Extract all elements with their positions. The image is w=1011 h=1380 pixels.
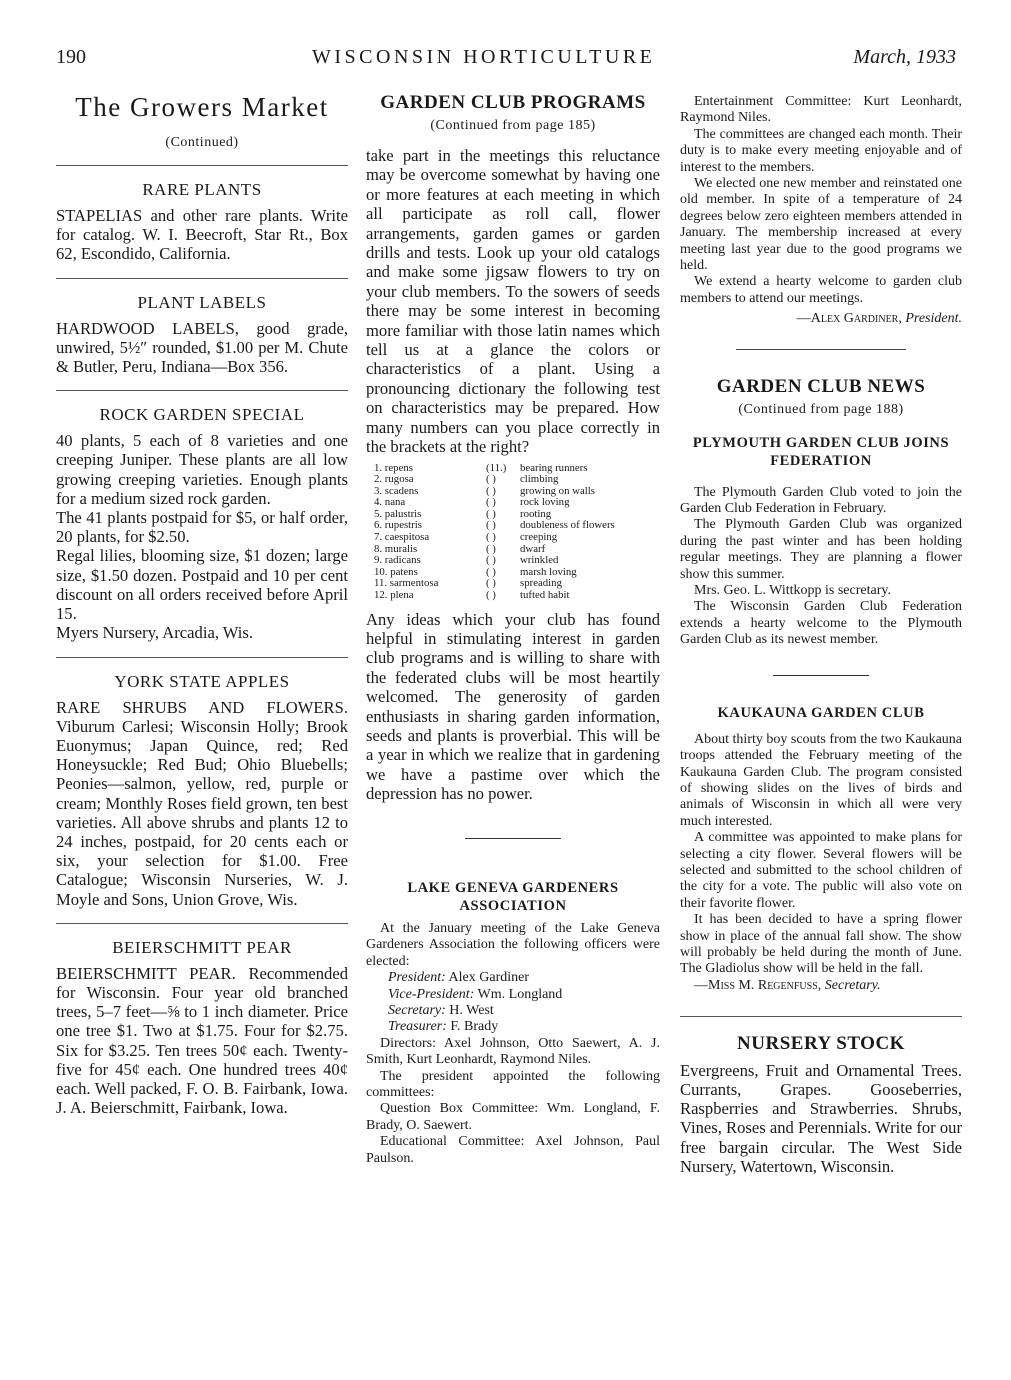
divider	[680, 1016, 962, 1017]
quiz-row	[366, 486, 660, 498]
officers-list	[366, 970, 660, 1036]
quiz-term: 3. scadens	[374, 484, 419, 497]
section-heading: GARDEN CLUB PROGRAMS	[380, 92, 646, 113]
publication-title: WISCONSIN HORTICULTURE	[312, 46, 656, 68]
ad-text: The 41 plants postpaid for $5, or half order, 20 plants, for $2.50.	[56, 508, 348, 547]
lake-geneva-article	[366, 879, 660, 1167]
article-text: The Plymouth Garden Club voted to join the Garden Club Federation in February.	[680, 484, 962, 516]
article-text: take part in the meetings this reluctance may be overcome somewhat by having one or more features at each meeting in which all participate as roll call, flower arrangements, garden games or garden drills and tests. Look up your old catalogs and make some jigsaw flowers to try on your club members. To the sowers of seeds there may be some interest in becoming more familiar with those latin names which tell us at a glance the colors or characteristics of a plant. Using a pronouncing dictionary the following test on characteristics may be prepared. How many numbers can you place correctly in the brackets at the right?	[366, 146, 660, 457]
officer-row: President: Alex Gardiner	[388, 970, 530, 986]
quiz-bracket: ( )	[486, 484, 496, 497]
ad-text: Evergreens, Fruit and Ornamental Trees. Currants, Grapes. Gooseberries, Raspberries and Strawberries. Shrubs, Vines, Roses and Perennials. Write for our free bargain circular. The West Side Nursery, Watertown, Wisconsin.	[680, 1060, 962, 1176]
officer-row: Vice-President: Wm. Longland	[388, 986, 563, 1002]
quiz-term: 11. sarmentosa	[374, 577, 439, 590]
article-text: Educational Committee: Axel Johnson, Paul Paulson.	[366, 1134, 660, 1166]
article-text: A committee was appointed to make plans for selecting a city flower. Several flowers will be selected and submitted to the school children of the city for a vote. The public will also vote on their favorite flower.	[680, 830, 962, 911]
quiz-term: 2. rugosa	[374, 473, 414, 486]
quiz-term: 7. caespitosa	[374, 531, 430, 544]
ad-heading: PLANT LABELS	[137, 292, 267, 312]
ad-beierschmitt-pear	[56, 938, 348, 1118]
quiz-bracket: ( )	[486, 554, 496, 567]
ad-text: STAPELIAS and other rare plants. Write for catalog. W. I. Beecroft, Star Rt., Box 62, Escondido, California.	[56, 206, 348, 264]
ad-heading: RARE PLANTS	[142, 180, 262, 200]
article-text: The Wisconsin Garden Club Federation extends a hearty welcome to the Plymouth Garden Club as its newest member.	[680, 599, 962, 648]
article-text: Question Box Committee: Wm. Longland, F. Brady, O. Saewert.	[366, 1101, 660, 1133]
latin-names-quiz	[366, 463, 660, 602]
quiz-term: 1. repens	[374, 461, 413, 474]
quiz-meaning: rooting	[520, 507, 552, 520]
quiz-meaning: marsh loving	[520, 565, 577, 578]
lake-geneva-continued	[680, 94, 962, 327]
page-header	[56, 46, 956, 76]
ad-text: HARDWOOD LABELS, good grade, unwired, 5½″ rounded, $1.00 per M. Chute & Butler, Peru, Indiana—Box 356.	[56, 318, 348, 377]
ad-text: 40 plants, 5 each of 8 varieties and one creeping Juniper. These plants are all low growing creeping varieties. Enough plants for a medium sized rock garden.	[56, 431, 348, 508]
ad-heading: BEIERSCHMITT PEAR	[112, 937, 292, 957]
kaukauna-article	[680, 704, 962, 994]
column-growers-market	[56, 92, 348, 1117]
quiz-bracket: ( )	[486, 519, 496, 532]
officer-row: Treasurer: F. Brady	[388, 1019, 499, 1035]
quiz-meaning: growing on walls	[520, 484, 595, 497]
continued-note: (Continued from page 185)	[430, 118, 596, 133]
article-text: The president appointed the following committees:	[366, 1068, 660, 1100]
divider	[56, 278, 348, 279]
article-heading: PLYMOUTH GARDEN CLUB JOINS FEDERATION	[692, 435, 950, 470]
ad-text: RARE SHRUBS AND FLOWERS. Viburum Carlesi; Wisconsin Holly; Brook Euonymus; Japan Quince, red; Red Honeysuckle; Red Bud; Ohio Bluebells; Peonies—salmon, yellow, red, purple or cream; Monthly Roses field grown, ten best varieties. All above shrubs and plants 12 to 24 inches, postpaid, for 20 cents each or six, your selection for $1.00. Free Catalogue; Wisconsin Nurseries, W. J. Moyle and Sons, Union Grove, Wis.	[56, 697, 348, 909]
officer-row: Secretary: H. West	[388, 1002, 494, 1018]
quiz-bracket: ( )	[486, 577, 496, 590]
divider	[56, 165, 348, 166]
quiz-meaning: spreading	[520, 577, 562, 590]
quiz-term: 9. radicans	[374, 554, 421, 567]
quiz-bracket: (11.)	[486, 461, 507, 474]
quiz-meaning: dwarf	[520, 542, 546, 555]
article-text: Entertainment Committee: Kurt Leonhardt, Raymond Niles.	[680, 94, 962, 126]
ad-rock-garden	[56, 405, 348, 642]
divider	[773, 675, 869, 676]
column-garden-club-programs	[366, 92, 660, 1167]
article-text: Mrs. Geo. L. Wittkopp is secretary.	[694, 582, 891, 598]
divider	[56, 923, 348, 924]
ad-heading: ROCK GARDEN SPECIAL	[99, 405, 305, 425]
quiz-meaning: creeping	[520, 531, 558, 544]
continued-note: (Continued)	[165, 135, 239, 151]
article-text: The committees are changed each month. Their duty is to make every meeting enjoyable and of interest to the members.	[680, 126, 962, 175]
quiz-meaning: climbing	[520, 473, 559, 486]
ad-text: BEIERSCHMITT PEAR. Recommended for Wisconsin. Four year old branched trees, 5–7 feet—⅝ to 1 inch diameter. Price one tree $1. Two at $1.75. Four for $2.75. Six for $3.25. Ten trees 50¢ each. Twenty-five for 45¢ each. One hundred trees 40¢ each. Well packed, F. O. B. Fairbank, Iowa. J. A. Beierschmitt, Fairbank, Iowa.	[56, 963, 348, 1118]
quiz-bracket: ( )	[486, 473, 496, 486]
quiz-row	[366, 474, 660, 486]
quiz-term: 6. rupestris	[374, 519, 422, 532]
signature: —Alex Gardiner, President.	[796, 311, 962, 327]
article-heading: LAKE GENEVA GARDENERS ASSOCIATION	[407, 879, 619, 914]
section-title: The Growers Market	[75, 92, 329, 122]
quiz-row	[366, 590, 660, 602]
article-heading: KAUKAUNA GARDEN CLUB	[717, 704, 925, 721]
quiz-meaning: wrinkled	[520, 554, 559, 567]
ad-heading: YORK STATE APPLES	[114, 671, 290, 691]
article-text: Directors: Axel Johnson, Otto Saewert, A. J. Smith, Kurt Leonhardt, Raymond Niles.	[366, 1035, 660, 1068]
issue-date: March, 1933	[853, 46, 956, 68]
ad-text: Regal lilies, blooming size, $1 dozen; large size, $1.50 dozen. Postpaid and 10 per cent discount on all orders received before April 15.	[56, 546, 348, 624]
signature: —Miss M. Regenfuss, Secretary.	[694, 977, 881, 993]
quiz-bracket: ( )	[486, 542, 496, 555]
ad-nursery-stock	[680, 1033, 962, 1176]
ad-heading: NURSERY STOCK	[737, 1032, 905, 1054]
quiz-bracket: ( )	[486, 589, 496, 602]
divider	[56, 390, 348, 391]
quiz-term: 10. patens	[374, 565, 418, 578]
quiz-term: 12. plena	[374, 589, 414, 602]
ad-rare-plants	[56, 180, 348, 264]
article-text: We extend a hearty welcome to garden club members to attend our meetings.	[680, 274, 962, 306]
article-text: The Plymouth Garden Club was organized during the past winter and has been holding regular meetings. They are planning a flower show this summer.	[680, 517, 962, 582]
quiz-term: 4. nana	[374, 496, 406, 509]
section-heading: GARDEN CLUB NEWS	[716, 376, 926, 398]
continued-note: (Continued from page 188)	[738, 402, 904, 418]
article-text: We elected one new member and reinstated one old member. In spite of a temperature of 24 degrees below zero eighteen members attended in January. The membership increased at every meeting last year due to the good programs we held.	[680, 176, 962, 274]
article-text: Any ideas which your club has found helpful in stimulating interest in garden club programs and is willing to share with the federated clubs will be most heartily welcomed. The generosity of garden enthusiasts in sharing garden information, seeds and plants is proverbial. This will be a year in which we realize that in gardening we have a pastime over which the depression has no power.	[366, 609, 660, 804]
divider	[465, 838, 561, 839]
quiz-meaning: rock loving	[520, 496, 570, 509]
column-club-news	[680, 94, 962, 1176]
article-text: About thirty boy scouts from the two Kaukauna troops attended the February meeting of the Kaukauna Garden Club. The program consisted of showing slides on the lives of birds and animals of Wisconsin in which all were very much interested.	[680, 731, 962, 829]
quiz-meaning: tufted habit	[520, 589, 570, 602]
quiz-meaning: bearing runners	[520, 461, 588, 474]
article-text: At the January meeting of the Lake Geneva Gardeners Association the following officers were elected:	[366, 920, 660, 969]
quiz-meaning: doubleness of flowers	[520, 519, 615, 532]
page-number: 190	[56, 46, 86, 68]
quiz-bracket: ( )	[486, 531, 496, 544]
divider	[736, 349, 906, 350]
plymouth-article	[680, 434, 962, 648]
quiz-term: 8. muralis	[374, 542, 418, 555]
quiz-bracket: ( )	[486, 565, 496, 578]
ad-york-state-apples	[56, 672, 348, 909]
ad-plant-labels	[56, 293, 348, 377]
quiz-bracket: ( )	[486, 496, 496, 509]
divider	[56, 657, 348, 658]
quiz-term: 5. palustris	[374, 507, 422, 520]
article-text: It has been decided to have a spring flower show in place of the annual fall show. The show will probably be held during the month of June. The Gladiolus show will be held in the fall.	[680, 912, 962, 977]
quiz-row	[366, 532, 660, 544]
quiz-bracket: ( )	[486, 507, 496, 520]
ad-text: Myers Nursery, Arcadia, Wis.	[56, 623, 254, 643]
